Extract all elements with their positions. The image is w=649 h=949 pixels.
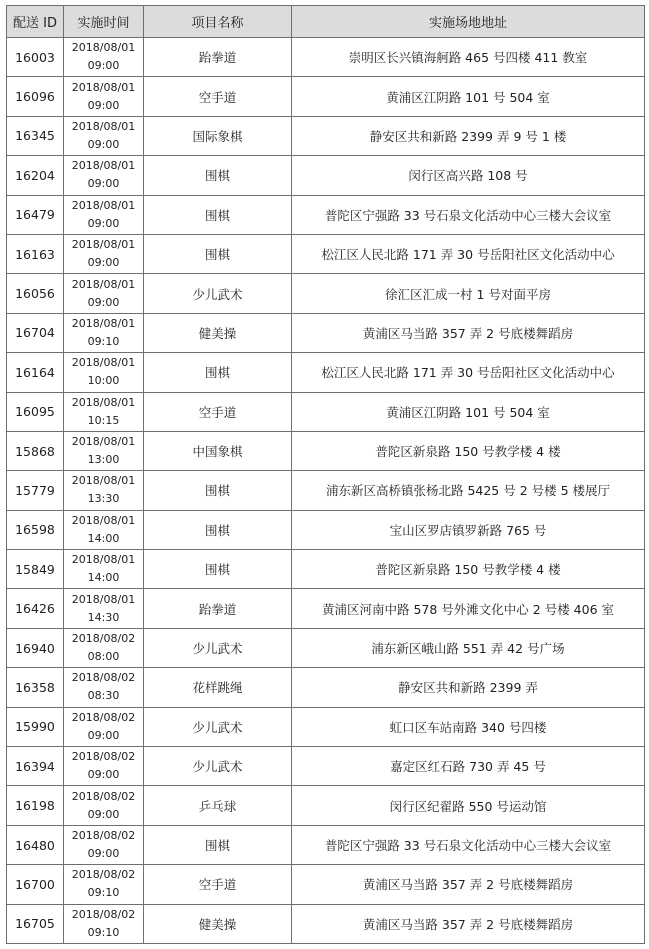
cell-clock: 09:00 bbox=[87, 256, 120, 270]
table-row bbox=[7, 156, 645, 195]
table-row bbox=[7, 431, 645, 470]
cell-date: 2018/08/01 bbox=[71, 41, 136, 55]
header-project: 项目名称 bbox=[144, 6, 292, 38]
cell-clock: 10:15 bbox=[87, 413, 120, 427]
table-body bbox=[7, 38, 645, 944]
table-row bbox=[7, 353, 645, 392]
cell-id: 16940 bbox=[7, 628, 64, 667]
cell-address: 崇明区长兴镇海舸路 465 号四楼 411 教室 bbox=[292, 38, 645, 77]
cell-date: 2018/08/01 bbox=[71, 277, 136, 291]
cell-date: 2018/08/01 bbox=[71, 198, 136, 212]
cell-id: 15779 bbox=[7, 471, 64, 510]
cell-address: 普陀区宁强路 33 号石泉文化活动中心三楼大会议室 bbox=[292, 825, 645, 864]
cell-project: 跆拳道 bbox=[144, 589, 292, 628]
cell-id: 16394 bbox=[7, 747, 64, 786]
table-row bbox=[7, 234, 645, 273]
cell-time bbox=[64, 550, 144, 589]
cell-project: 少儿武术 bbox=[144, 274, 292, 313]
cell-time bbox=[64, 628, 144, 667]
cell-time bbox=[64, 116, 144, 155]
cell-project: 空手道 bbox=[144, 392, 292, 431]
cell-id: 16426 bbox=[7, 589, 64, 628]
cell-address: 普陀区新泉路 150 号教学楼 4 楼 bbox=[292, 550, 645, 589]
table-row bbox=[7, 707, 645, 746]
cell-clock: 08:30 bbox=[87, 689, 120, 703]
cell-clock: 09:10 bbox=[87, 886, 120, 900]
cell-time bbox=[64, 825, 144, 864]
table-row bbox=[7, 313, 645, 352]
cell-project: 空手道 bbox=[144, 77, 292, 116]
table-row bbox=[7, 392, 645, 431]
cell-project: 围棋 bbox=[144, 550, 292, 589]
table-row bbox=[7, 195, 645, 234]
cell-clock: 09:00 bbox=[87, 728, 120, 742]
cell-time bbox=[64, 274, 144, 313]
cell-id: 16705 bbox=[7, 904, 64, 943]
cell-date: 2018/08/01 bbox=[71, 435, 136, 449]
cell-clock: 14:30 bbox=[87, 610, 120, 624]
cell-address: 黄浦区河南中路 578 号外滩文化中心 2 号楼 406 室 bbox=[292, 589, 645, 628]
cell-project: 国际象棋 bbox=[144, 116, 292, 155]
cell-clock: 09:10 bbox=[87, 925, 120, 939]
cell-address: 松江区人民北路 171 弄 30 号岳阳社区文化活动中心 bbox=[292, 234, 645, 273]
cell-id: 16204 bbox=[7, 156, 64, 195]
cell-time bbox=[64, 786, 144, 825]
cell-id: 16095 bbox=[7, 392, 64, 431]
cell-clock: 09:00 bbox=[87, 98, 120, 112]
cell-address: 普陀区宁强路 33 号石泉文化活动中心三楼大会议室 bbox=[292, 195, 645, 234]
cell-time bbox=[64, 195, 144, 234]
cell-project: 围棋 bbox=[144, 353, 292, 392]
cell-id: 16480 bbox=[7, 825, 64, 864]
cell-id: 16163 bbox=[7, 234, 64, 273]
cell-id: 16198 bbox=[7, 786, 64, 825]
cell-id: 16345 bbox=[7, 116, 64, 155]
cell-project: 围棋 bbox=[144, 234, 292, 273]
cell-id: 16358 bbox=[7, 668, 64, 707]
cell-clock: 09:00 bbox=[87, 768, 120, 782]
table-row bbox=[7, 747, 645, 786]
cell-clock: 13:30 bbox=[87, 492, 120, 506]
cell-time bbox=[64, 392, 144, 431]
cell-project: 花样跳绳 bbox=[144, 668, 292, 707]
cell-id: 15990 bbox=[7, 707, 64, 746]
cell-clock: 09:00 bbox=[87, 177, 120, 191]
cell-project: 少儿武术 bbox=[144, 747, 292, 786]
cell-time bbox=[64, 904, 144, 943]
cell-clock: 09:00 bbox=[87, 59, 120, 73]
cell-time bbox=[64, 156, 144, 195]
cell-time bbox=[64, 77, 144, 116]
cell-time bbox=[64, 38, 144, 77]
cell-id: 16700 bbox=[7, 865, 64, 904]
cell-clock: 14:00 bbox=[87, 571, 120, 585]
cell-address: 浦东新区峨山路 551 弄 42 号广场 bbox=[292, 628, 645, 667]
cell-address: 闵行区高兴路 108 号 bbox=[292, 156, 645, 195]
cell-address: 嘉定区红石路 730 弄 45 号 bbox=[292, 747, 645, 786]
schedule-table bbox=[6, 5, 645, 944]
cell-date: 2018/08/02 bbox=[71, 750, 136, 764]
cell-time bbox=[64, 707, 144, 746]
cell-address: 闵行区纪翟路 550 号运动馆 bbox=[292, 786, 645, 825]
cell-clock: 13:00 bbox=[87, 453, 120, 467]
cell-date: 2018/08/02 bbox=[71, 789, 136, 803]
cell-address: 松江区人民北路 171 弄 30 号岳阳社区文化活动中心 bbox=[292, 353, 645, 392]
table-row bbox=[7, 116, 645, 155]
cell-id: 15868 bbox=[7, 431, 64, 470]
cell-project: 围棋 bbox=[144, 825, 292, 864]
cell-date: 2018/08/01 bbox=[71, 513, 136, 527]
cell-address: 普陀区新泉路 150 号教学楼 4 楼 bbox=[292, 431, 645, 470]
cell-date: 2018/08/01 bbox=[71, 474, 136, 488]
cell-date: 2018/08/01 bbox=[71, 159, 136, 173]
table-row bbox=[7, 904, 645, 943]
cell-time bbox=[64, 865, 144, 904]
table-row bbox=[7, 628, 645, 667]
cell-date: 2018/08/01 bbox=[71, 316, 136, 330]
cell-project: 空手道 bbox=[144, 865, 292, 904]
cell-clock: 09:00 bbox=[87, 807, 120, 821]
cell-clock: 09:00 bbox=[87, 216, 120, 230]
cell-address: 黄浦区马当路 357 弄 2 号底楼舞蹈房 bbox=[292, 904, 645, 943]
cell-date: 2018/08/02 bbox=[71, 907, 136, 921]
cell-date: 2018/08/02 bbox=[71, 710, 136, 724]
table-row bbox=[7, 589, 645, 628]
header-time: 实施时间 bbox=[64, 6, 144, 38]
cell-time bbox=[64, 431, 144, 470]
cell-project: 围棋 bbox=[144, 195, 292, 234]
cell-time bbox=[64, 353, 144, 392]
header-row bbox=[7, 6, 645, 38]
cell-project: 健美操 bbox=[144, 313, 292, 352]
cell-time bbox=[64, 313, 144, 352]
cell-id: 16056 bbox=[7, 274, 64, 313]
table-row bbox=[7, 668, 645, 707]
cell-date: 2018/08/02 bbox=[71, 829, 136, 842]
cell-clock: 08:00 bbox=[87, 650, 120, 664]
cell-time bbox=[64, 589, 144, 628]
cell-address: 黄浦区马当路 357 弄 2 号底楼舞蹈房 bbox=[292, 313, 645, 352]
table-row bbox=[7, 471, 645, 510]
cell-project: 跆拳道 bbox=[144, 38, 292, 77]
cell-id: 15849 bbox=[7, 550, 64, 589]
cell-address: 黄浦区江阴路 101 号 504 室 bbox=[292, 77, 645, 116]
cell-time bbox=[64, 471, 144, 510]
cell-date: 2018/08/01 bbox=[71, 238, 136, 252]
cell-id: 16096 bbox=[7, 77, 64, 116]
cell-time bbox=[64, 668, 144, 707]
cell-clock: 09:00 bbox=[87, 295, 120, 309]
cell-date: 2018/08/02 bbox=[71, 632, 136, 646]
table-row bbox=[7, 510, 645, 549]
cell-clock: 10:00 bbox=[87, 374, 120, 388]
cell-project: 中国象棋 bbox=[144, 431, 292, 470]
cell-address: 静安区共和新路 2399 弄 9 号 1 楼 bbox=[292, 116, 645, 155]
cell-id: 16164 bbox=[7, 353, 64, 392]
cell-project: 少儿武术 bbox=[144, 707, 292, 746]
cell-date: 2018/08/01 bbox=[71, 395, 136, 409]
cell-project: 乒乓球 bbox=[144, 786, 292, 825]
header-id: 配送 ID bbox=[7, 6, 64, 38]
cell-address: 黄浦区江阴路 101 号 504 室 bbox=[292, 392, 645, 431]
table-row bbox=[7, 550, 645, 589]
table-row bbox=[7, 825, 645, 864]
table-row bbox=[7, 865, 645, 904]
cell-id: 16479 bbox=[7, 195, 64, 234]
table-row bbox=[7, 77, 645, 116]
cell-project: 围棋 bbox=[144, 156, 292, 195]
cell-date: 2018/08/01 bbox=[71, 592, 136, 606]
cell-id: 16598 bbox=[7, 510, 64, 549]
cell-clock: 09:00 bbox=[87, 847, 120, 860]
cell-project: 围棋 bbox=[144, 471, 292, 510]
table-row bbox=[7, 274, 645, 313]
cell-clock: 14:00 bbox=[87, 531, 120, 545]
header-address: 实施场地地址 bbox=[292, 6, 645, 38]
cell-project: 少儿武术 bbox=[144, 628, 292, 667]
cell-date: 2018/08/02 bbox=[71, 868, 136, 882]
cell-time bbox=[64, 510, 144, 549]
cell-date: 2018/08/02 bbox=[71, 671, 136, 685]
cell-clock: 09:10 bbox=[87, 334, 120, 348]
cell-clock: 09:00 bbox=[87, 137, 120, 151]
cell-date: 2018/08/01 bbox=[71, 356, 136, 370]
cell-address: 浦东新区高桥镇张杨北路 5425 号 2 号楼 5 楼展厅 bbox=[292, 471, 645, 510]
cell-address: 宝山区罗店镇罗新路 765 号 bbox=[292, 510, 645, 549]
cell-address: 静安区共和新路 2399 弄 bbox=[292, 668, 645, 707]
cell-time bbox=[64, 747, 144, 786]
cell-date: 2018/08/01 bbox=[71, 119, 136, 133]
table-row bbox=[7, 786, 645, 825]
cell-address: 虹口区车站南路 340 号四楼 bbox=[292, 707, 645, 746]
cell-time bbox=[64, 234, 144, 273]
cell-project: 围棋 bbox=[144, 510, 292, 549]
table-row bbox=[7, 38, 645, 77]
cell-date: 2018/08/01 bbox=[71, 553, 136, 567]
cell-project: 健美操 bbox=[144, 904, 292, 943]
cell-address: 黄浦区马当路 357 弄 2 号底楼舞蹈房 bbox=[292, 865, 645, 904]
cell-address: 徐汇区汇成一村 1 号对面平房 bbox=[292, 274, 645, 313]
cell-date: 2018/08/01 bbox=[71, 80, 136, 94]
cell-id: 16003 bbox=[7, 38, 64, 77]
cell-id: 16704 bbox=[7, 313, 64, 352]
table-header bbox=[7, 6, 645, 38]
